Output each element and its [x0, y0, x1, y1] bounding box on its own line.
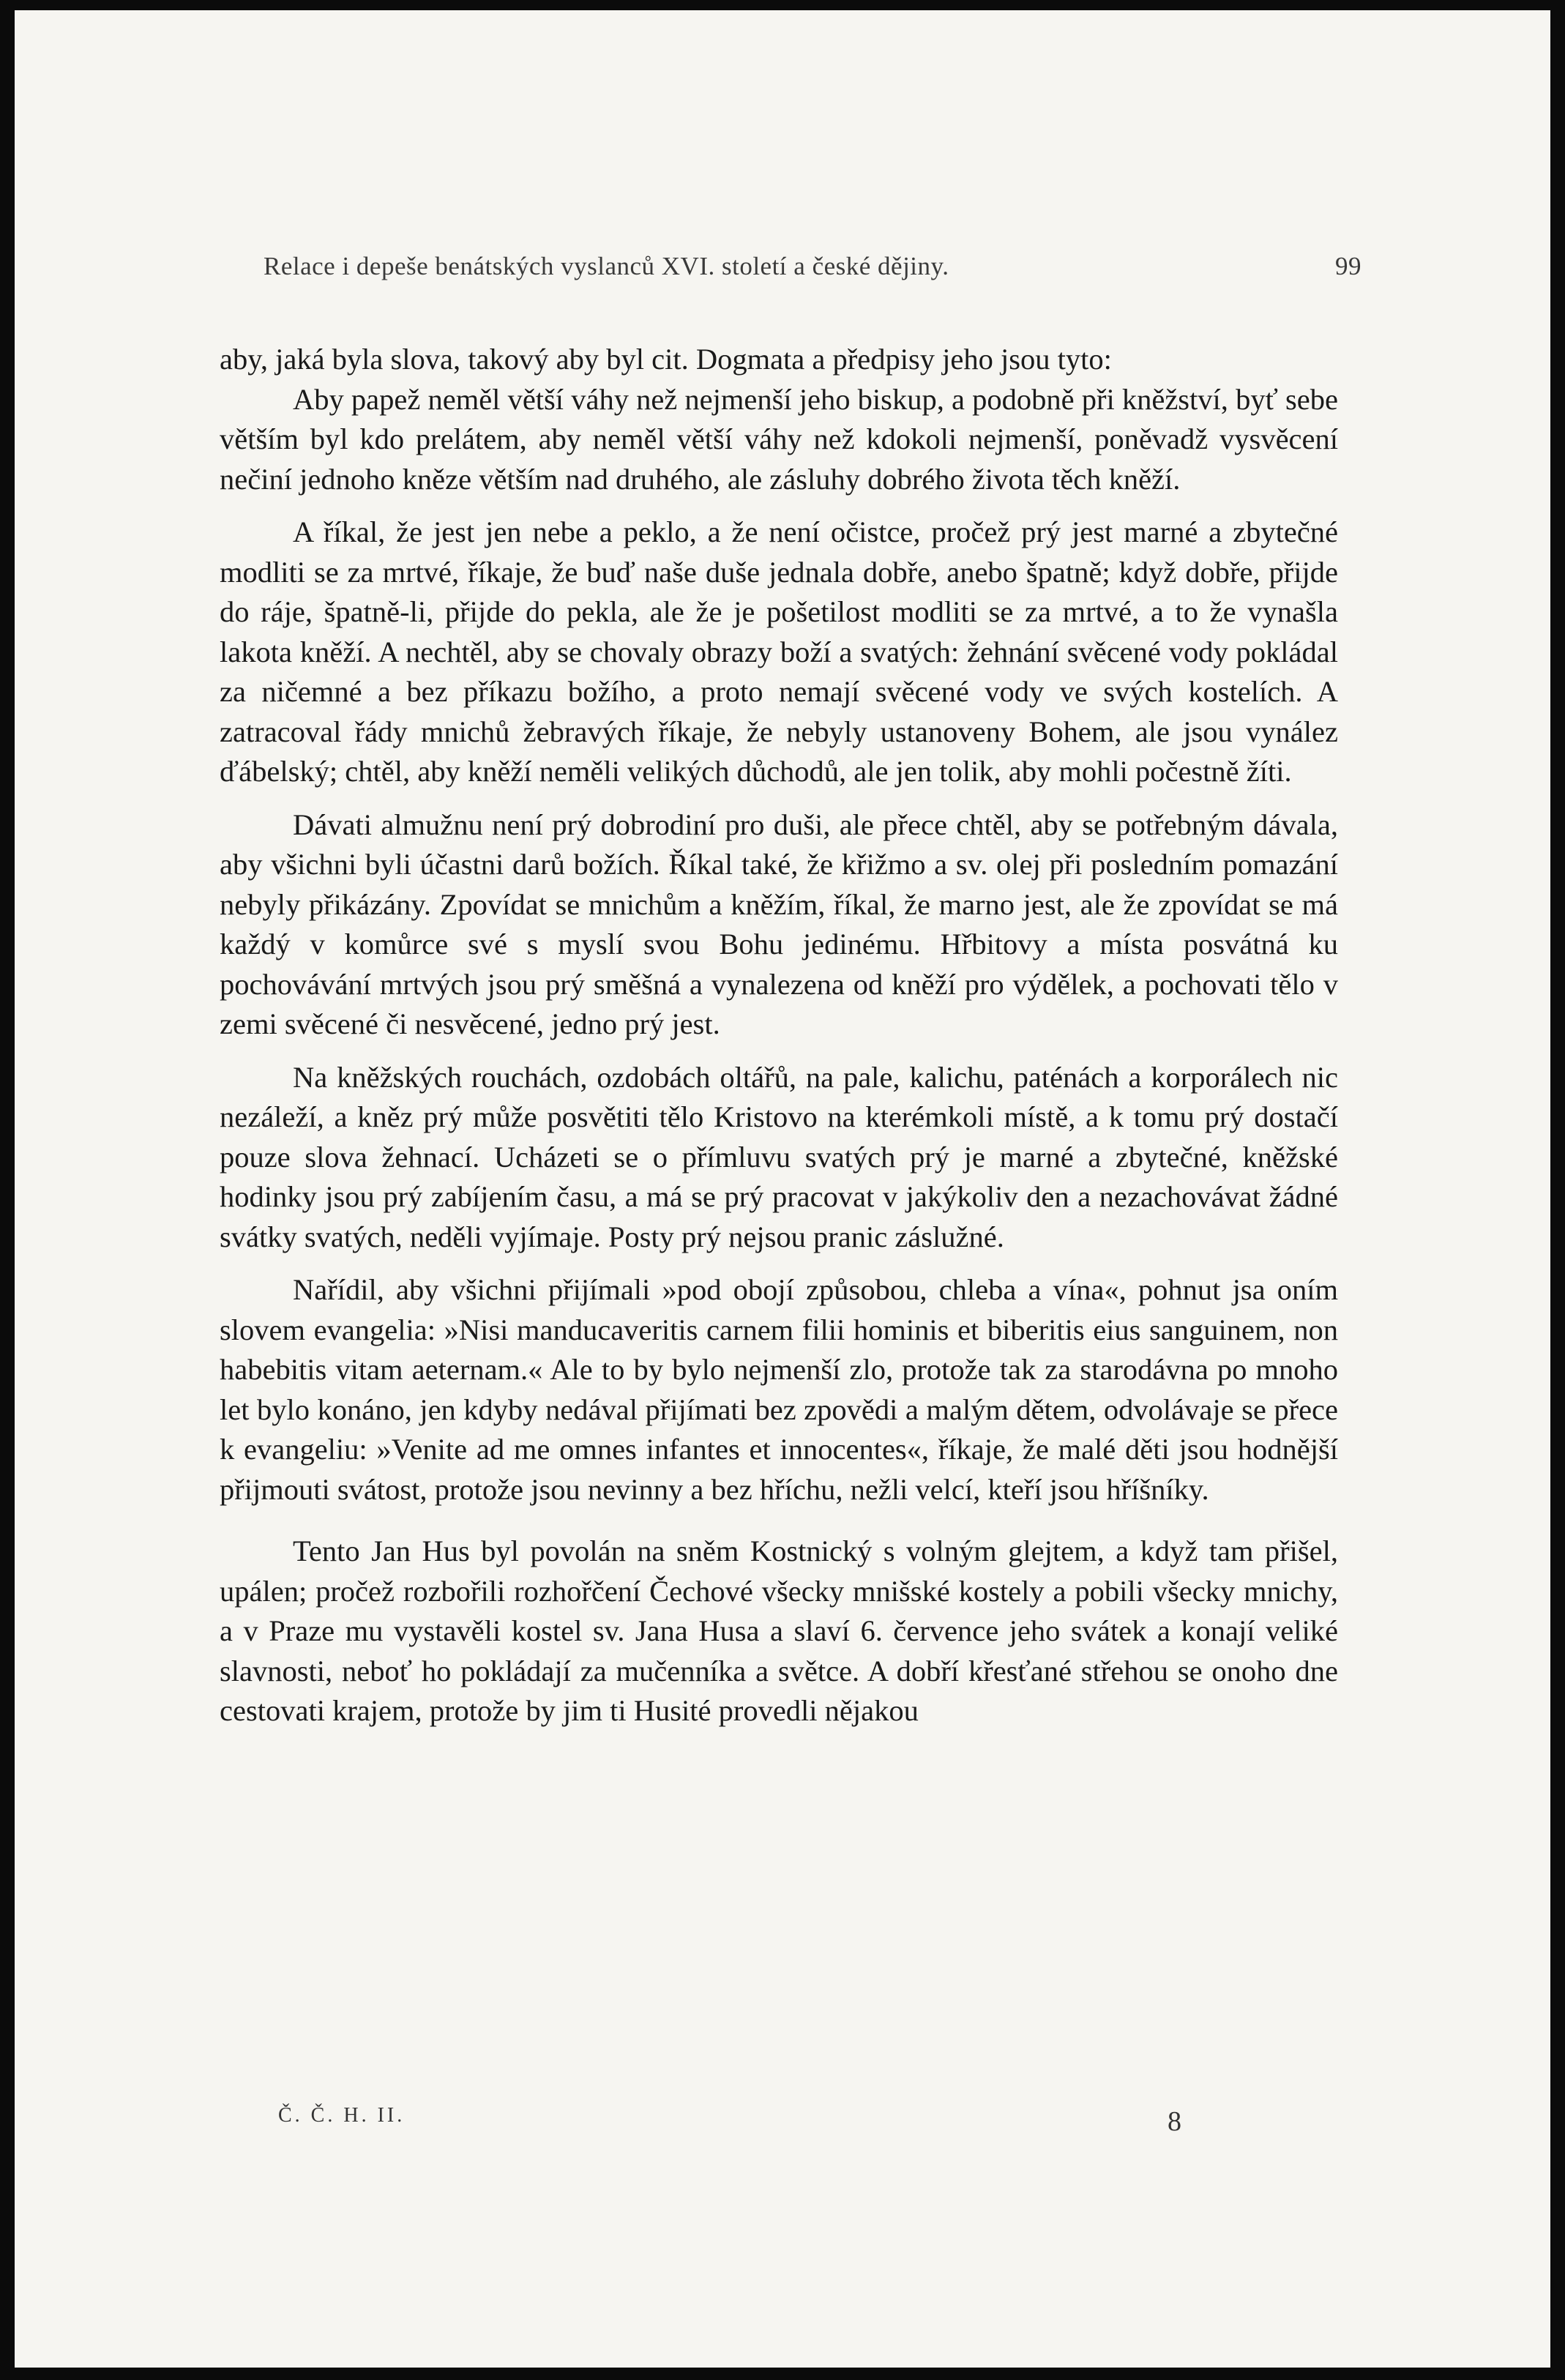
- paragraph: Nařídil, aby všichni přijímali »pod obojí způsobou, chleba a vína«, pohnut jsa oním slovem evangelia: »Nisi manducaveritis carnem filii hominis et biberitis eius sanguinem, non habebitis vitam aeternam.« Ale to by bylo nejmenší zlo, protože tak za starodávna po mnoho let bylo konáno, jen kdyby nedával přijímati bez zpovědi a malým dětem, odvolávaje se přece k evangeliu: »Venite ad me omnes infantes et innocentes«, říkaje, že malé děti jsou hodnější přijmouti svátost, protože jsou nevinny a bez hříchu, nežli velcí, kteří jsou hříšníky.: [220, 1273, 1338, 1506]
- paragraph: aby, jaká byla slova, takový aby byl cit. Dogmata a předpisy jeho jsou tyto:: [220, 343, 1112, 376]
- body-text: [220, 340, 1338, 1731]
- scanned-page: [15, 10, 1550, 2368]
- paragraph: A říkal, že jest jen nebe a peklo, a že není očistce, pročež prý jest marné a zbytečné modliti se za mrtvé, říkaje, že buď naše duše jednala dobře, anebo špatně; když dobře, přijde do ráje, špatně-li, přijde do pekla, ale že je pošetilost modliti se za mrtvé, a to že vynašla lakota kněží. A nechtěl, aby se chovaly obrazy boží a svatých: žehnání svěcené vody pokládal za ničemné a bez příkazu božího, a proto nemají svěcené vody ve svých kostelích. A zatracoval řády mnichů žebravých říkaje, že nebyly ustanoveny Bohem, ale jsou vynález ďábelský; chtěl, aby kněží neměli velikých důchodů, ale jen tolik, aby mohli počestně žíti.: [220, 515, 1338, 788]
- paragraph: Aby papež neměl větší váhy než nejmenší jeho biskup, a podobně při kněžství, byť sebe větším byl kdo prelátem, aby neměl větší váhy než kdokoli nejmenší, poněvadž vysvěcení nečiní jednoho kněze větším nad druhého, ale zásluhy dobrého života těch kněží.: [220, 382, 1338, 496]
- paragraph: Na kněžských rouchách, ozdobách oltářů, na pale, kalichu, paténách a korporálech nic nezáleží, a kněz prý může posvětiti tělo Kristovo na kterémkoli místě, a k tomu prý dostačí pouze slova žehnací. Ucházeti se o přímluvu svatých prý je marné a zbytečné, kněžské hodinky jsou prý zabíjením času, a má se prý pracovat v jakýkoliv den a nezachovávat žádné svátky svatých, neděli vyjímaje. Posty prý nejsou pranic záslužné.: [220, 1060, 1338, 1253]
- running-title: Relace i depeše benátských vyslanců XVI. století a české dějiny.: [264, 252, 949, 280]
- sheet-number: 8: [1168, 2106, 1181, 2137]
- paragraph: Tento Jan Hus byl povolán na sněm Kostnický s volným glejtem, a když tam přišel, upálen; pročež rozbořili rozhořčení Čechové všecky mnišské kostely a pobili všecky mnichy, a v Praze mu vystavěli kostel sv. Jana Husa a slaví 6. července jeho svátek a konají veliké slavnosti, neboť ho pokládají za mučenníka a světce. A dobří křesťané střehou se onoho dne cestovati krajem, protože by jim ti Husité provedli nějakou: [220, 1534, 1338, 1727]
- paragraph: Dávati almužnu není prý dobrodiní pro duši, ale přece chtěl, aby se potřebným dávala, aby všichni byli účastni darů božích. Říkal také, že křižmo a sv. olej při posledním pomazání nebyly přikázány. Zpovídat se mnichům a kněžím, říkal, že marno jest, ale že zpovídat se má každý v komůrce své s myslí svou Bohu jedinému. Hřbitovy a místa posvátná ku pochovávání mrtvých jsou prý směšná a vynalezena od kněží pro výdělek, a pochovati tělo v zemi svěcené či nesvěcené, jedno prý jest.: [220, 807, 1338, 1040]
- sheet-signature: Č. Č. H. II.: [278, 2104, 406, 2127]
- page-number: 99: [1335, 252, 1362, 280]
